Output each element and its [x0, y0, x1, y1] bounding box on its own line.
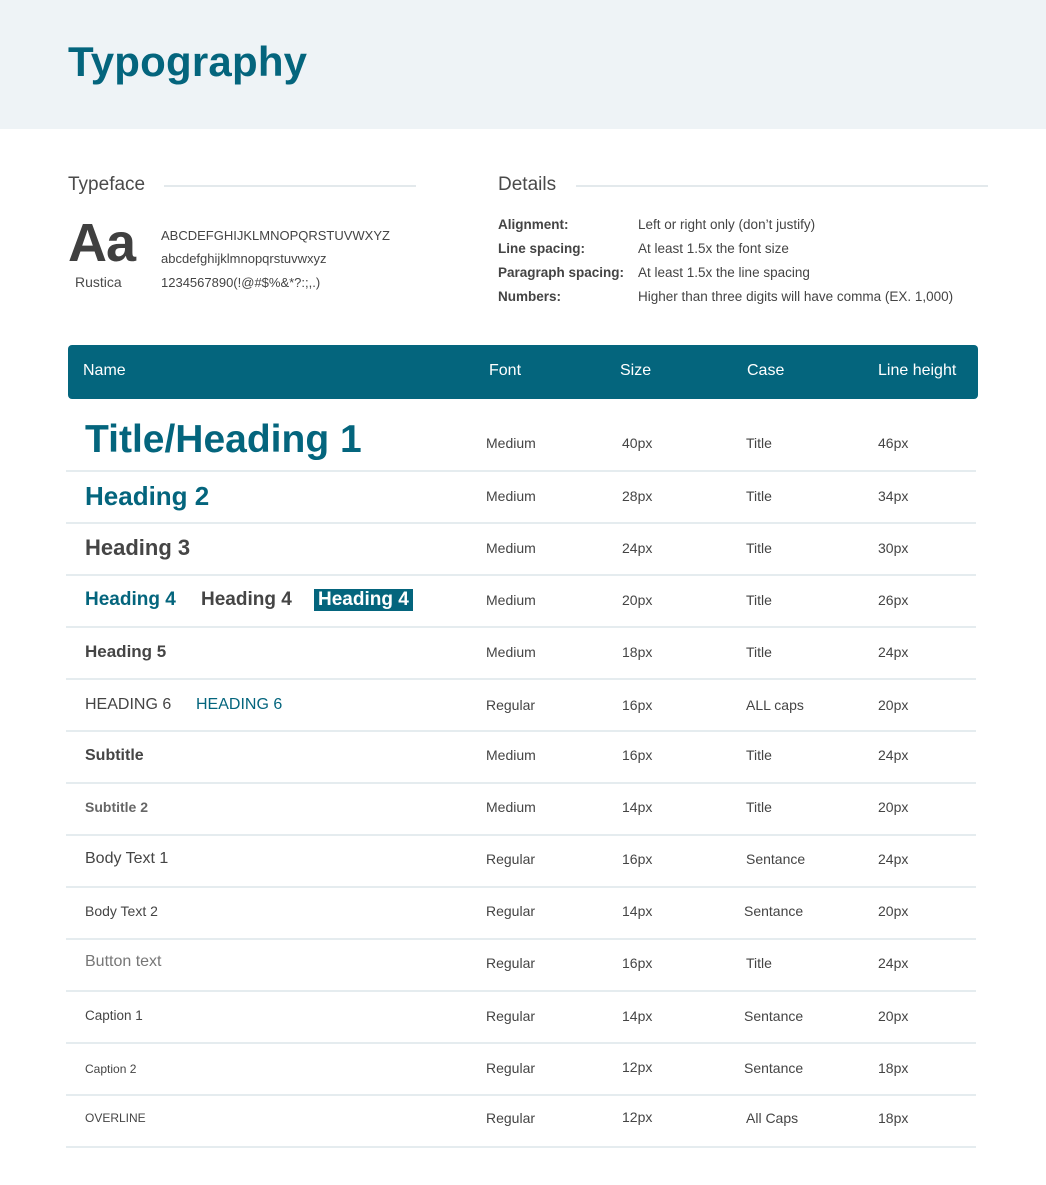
line-height-cell: 46px [878, 435, 909, 451]
table-row [66, 472, 976, 524]
line-height-cell: 34px [878, 488, 909, 504]
size-cell: 18px [622, 644, 653, 660]
table-row [66, 628, 976, 680]
font-cell: Regular [486, 1060, 536, 1076]
font-cell: Medium [486, 435, 536, 451]
column-header-size: Size [620, 362, 652, 379]
charset-numbers: 1234567890(!@#$%&*?:;,.) [161, 275, 321, 290]
table-header [68, 345, 978, 399]
table-row [66, 732, 976, 784]
font-cell: Medium [486, 540, 536, 556]
line-height-cell: 24px [878, 644, 909, 660]
font-cell: Regular [486, 903, 536, 919]
font-cell: Regular [486, 1008, 536, 1024]
size-cell: 14px [622, 903, 653, 919]
style-name-alt: HEADING 6 [196, 696, 283, 713]
line-height-cell: 18px [878, 1110, 909, 1126]
detail-label-alignment: Alignment: [498, 217, 569, 232]
detail-label-line-spacing: Line spacing: [498, 241, 586, 256]
column-header-name: Name [83, 362, 126, 379]
line-height-cell: 20px [878, 1008, 909, 1024]
detail-value-numbers: Higher than three digits will have comma (EX. 1,000) [638, 289, 954, 304]
case-cell: Title [746, 540, 772, 556]
line-height-cell: 24px [878, 851, 909, 867]
style-name: Caption 1 [85, 1008, 143, 1023]
column-header-line-height: Line height [878, 362, 957, 379]
style-name: Body Text 1 [85, 850, 169, 867]
table-row [66, 992, 976, 1044]
table-row [66, 576, 976, 628]
font-cell: Regular [486, 697, 536, 713]
font-cell: Medium [486, 799, 536, 815]
style-name: Caption 2 [85, 1062, 137, 1076]
case-cell: ALL caps [746, 697, 804, 713]
case-cell: Title [746, 488, 772, 504]
size-cell: 28px [622, 488, 653, 504]
font-cell: Medium [486, 488, 536, 504]
detail-value-line-spacing: At least 1.5x the font size [638, 241, 789, 256]
case-cell: Title [746, 955, 772, 971]
font-cell: Regular [486, 1110, 536, 1126]
size-cell: 12px [622, 1109, 653, 1125]
case-cell: Sentance [744, 1060, 804, 1076]
table-row [66, 784, 976, 836]
line-height-cell: 20px [878, 799, 909, 815]
case-cell: Title [746, 644, 772, 660]
style-name: Heading 5 [85, 642, 167, 661]
font-cell: Medium [486, 747, 536, 763]
style-name: HEADING 6 [85, 696, 172, 713]
font-cell: Regular [486, 851, 536, 867]
line-height-cell: 30px [878, 540, 909, 556]
detail-value-alignment: Left or right only (don’t justify) [638, 217, 816, 232]
column-header-font: Font [489, 362, 522, 379]
font-cell: Medium [486, 592, 536, 608]
line-height-cell: 18px [878, 1060, 909, 1076]
size-cell: 16px [622, 955, 653, 971]
table-row [66, 411, 976, 472]
size-cell: 20px [622, 592, 653, 608]
style-name: Heading 2 [85, 481, 210, 511]
style-name: Title/Heading 1 [85, 418, 362, 461]
case-cell: Sentance [744, 903, 804, 919]
charset-lowercase: abcdefghijklmnopqrstuvwxyz [161, 251, 327, 266]
table-row [66, 680, 976, 732]
style-name: Button text [85, 953, 162, 970]
size-cell: 24px [622, 540, 653, 556]
page-title: Typography [68, 38, 308, 85]
details-divider [576, 185, 988, 187]
size-cell: 16px [622, 747, 653, 763]
detail-label-numbers: Numbers: [498, 289, 562, 304]
table-row [66, 524, 976, 576]
size-cell: 14px [622, 799, 653, 815]
charset-uppercase: ABCDEFGHIJKLMNOPQRSTUVWXYZ [161, 228, 390, 243]
typeface-name: Rustica [75, 274, 122, 290]
table-row [66, 1044, 976, 1096]
style-name: Heading 4 [85, 589, 176, 610]
style-name-alt: Heading 4 [201, 589, 292, 610]
line-height-cell: 26px [878, 592, 909, 608]
typeface-section-label: Typeface [68, 174, 146, 195]
size-cell: 16px [622, 851, 653, 867]
case-cell: Sentance [746, 851, 806, 867]
typeface-sample: Aa [68, 213, 136, 273]
table-row [66, 940, 976, 992]
style-name: OVERLINE [85, 1111, 146, 1125]
case-cell: All Caps [746, 1110, 799, 1126]
column-header-case: Case [747, 362, 785, 379]
case-cell: Sentance [744, 1008, 804, 1024]
case-cell: Title [746, 435, 772, 451]
line-height-cell: 20px [878, 697, 909, 713]
style-name-badge: Heading 4 [314, 589, 413, 611]
detail-label-paragraph-spacing: Paragraph spacing: [498, 265, 625, 280]
typeface-divider [164, 185, 416, 187]
style-name: Heading 3 [85, 535, 191, 560]
table-row [66, 1096, 976, 1148]
font-cell: Regular [486, 955, 536, 971]
details-section-label: Details [498, 174, 557, 195]
size-cell: 14px [622, 1008, 653, 1024]
line-height-cell: 20px [878, 903, 909, 919]
size-cell: 16px [622, 697, 653, 713]
style-name: Body Text 2 [85, 903, 158, 919]
font-cell: Medium [486, 644, 536, 660]
table-row [66, 888, 976, 940]
style-name: Subtitle 2 [85, 799, 149, 815]
line-height-cell: 24px [878, 747, 909, 763]
table-row [66, 836, 976, 888]
size-cell: 40px [622, 435, 653, 451]
case-cell: Title [746, 592, 772, 608]
size-cell: 12px [622, 1059, 653, 1075]
case-cell: Title [746, 799, 772, 815]
detail-value-paragraph-spacing: At least 1.5x the line spacing [638, 265, 810, 280]
case-cell: Title [746, 747, 772, 763]
style-name: Subtitle [85, 747, 144, 764]
line-height-cell: 24px [878, 955, 909, 971]
